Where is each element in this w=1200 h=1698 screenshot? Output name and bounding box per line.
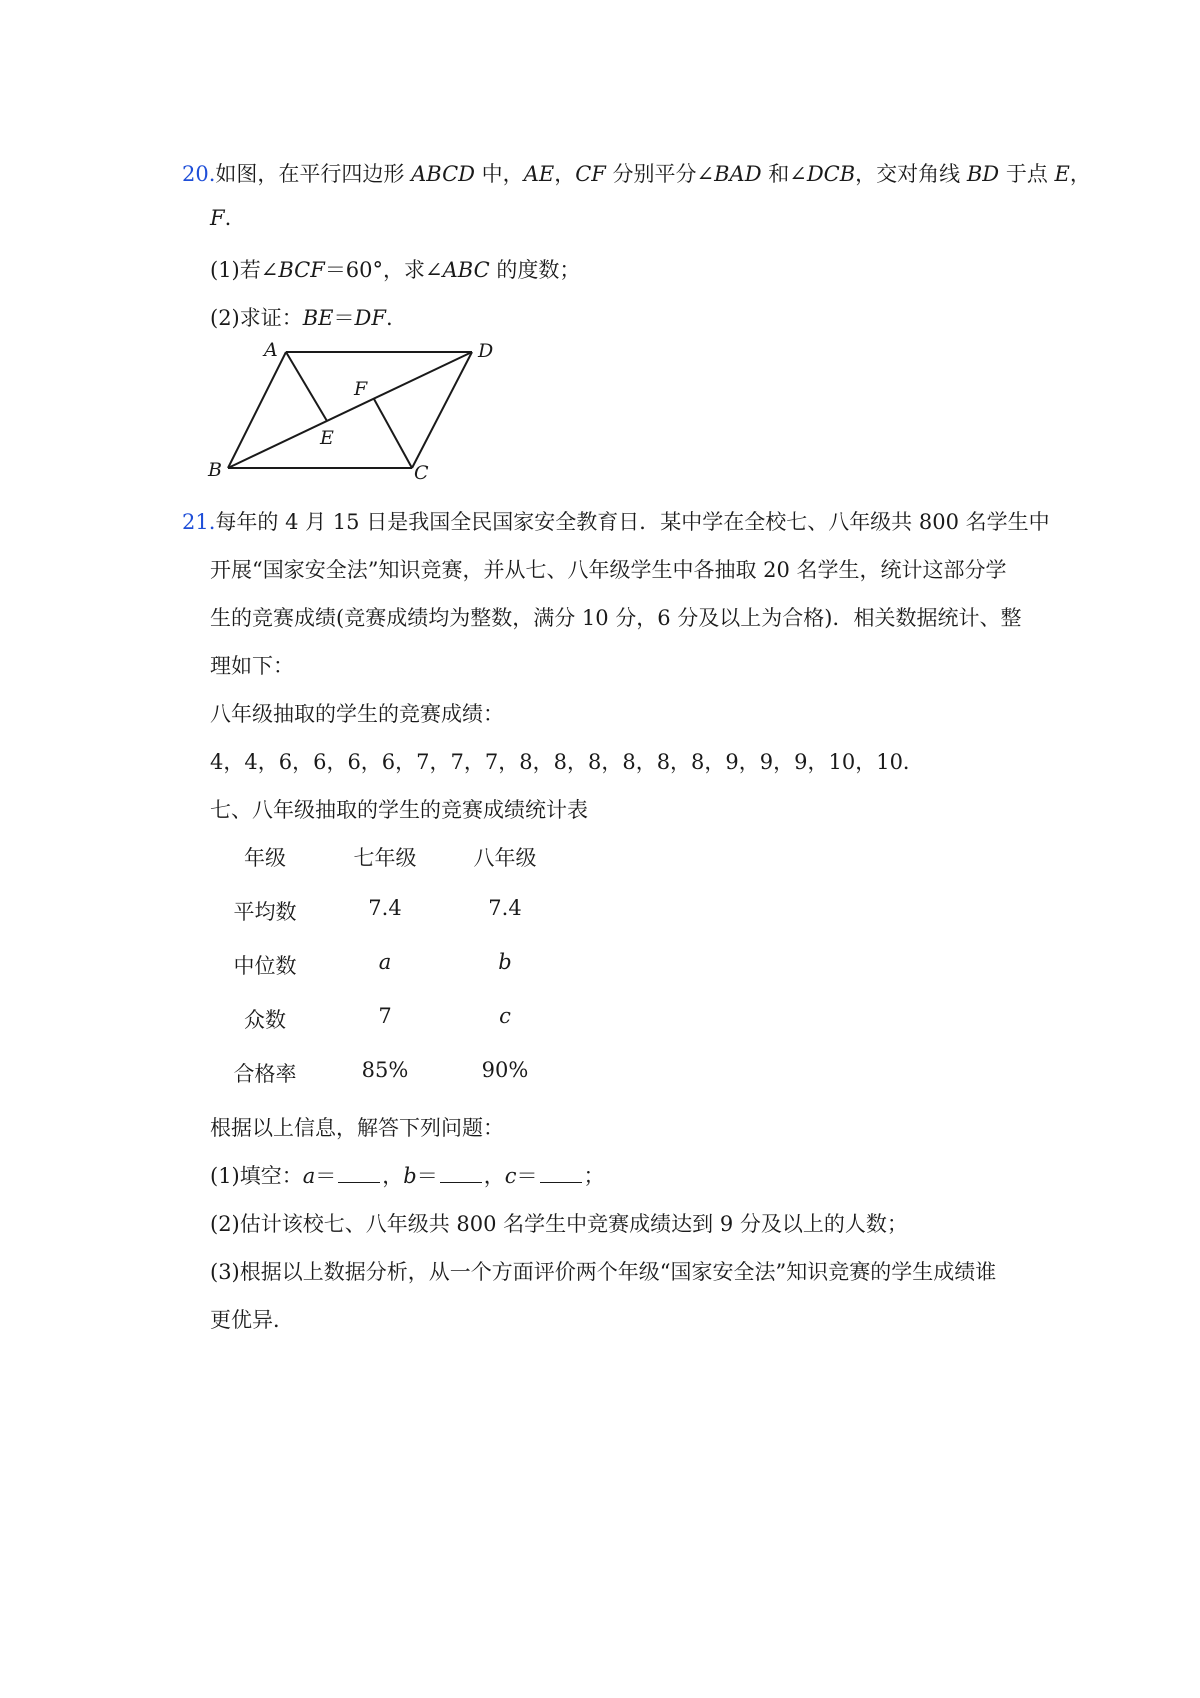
q20-text: ，: [554, 162, 576, 186]
q20-var: DCB: [806, 162, 856, 186]
q20-text: 和∠: [761, 162, 807, 186]
row-label-median: 中位数: [233, 954, 297, 978]
q20-var: ABC: [442, 258, 490, 282]
label-f: F: [354, 378, 368, 400]
segment-cf: [374, 399, 412, 468]
cell-median-g7: a: [378, 950, 392, 974]
q21-part1: [210, 1160, 605, 1190]
answer-blank-a[interactable]: [338, 1164, 380, 1183]
q20-var: BD: [966, 162, 1000, 186]
label-a: A: [264, 340, 278, 361]
cell-mode-g8: c: [499, 1004, 511, 1028]
q21-var: b: [403, 1164, 417, 1188]
q20-var: AE: [523, 162, 555, 186]
q21-line4: 理如下：: [210, 654, 294, 678]
cell-mode-g7: 7: [378, 1004, 392, 1028]
q21-text: ；: [583, 1164, 605, 1188]
q20-text: 于点: [999, 162, 1055, 186]
label-d: D: [478, 340, 494, 362]
q21-part2: (2)估计该校七、八年级共 800 名学生中竞赛成绩达到 9 分及以上的人数；: [210, 1212, 908, 1236]
q21-text: 每年的 4 月 15 日是我国全民国家安全教育日．某中学在全校七、八年级共 800 名学生中: [215, 510, 1050, 534]
table-title: 七、八年级抽取的学生的竞赛成绩统计表: [210, 798, 588, 822]
q20-part1: [210, 254, 580, 284]
cell-pass-g7: 85%: [361, 1058, 409, 1082]
parallelogram-figure: [200, 340, 500, 485]
q21-text: ＝: [516, 1164, 538, 1188]
q21-var: c: [504, 1164, 517, 1188]
label-c: C: [414, 462, 429, 484]
label-b: B: [208, 459, 222, 481]
q20-part2: [210, 302, 393, 332]
grade8-label: 八年级抽取的学生的竞赛成绩：: [210, 702, 504, 726]
label-e: E: [320, 427, 334, 449]
row-label-mode: 众数: [244, 1008, 286, 1032]
q20-var: CF: [575, 162, 606, 186]
q20-var: ABCD: [411, 162, 475, 186]
q20-text: 的度数；: [489, 258, 581, 282]
q21-text: ，: [382, 1164, 404, 1188]
segment-ae: [286, 352, 327, 421]
q20-text: 如图，在平行四边形: [215, 162, 412, 186]
row-label-pass-rate: 合格率: [233, 1062, 297, 1086]
q20-var: BE: [302, 306, 334, 330]
q20-text: ，: [1069, 162, 1091, 186]
q21-line3: 生的竞赛成绩(竞赛成绩均为整数，满分 10 分，6 分及以上为合格)．相关数据统计、整: [210, 606, 1022, 630]
q21-text: ＝: [315, 1164, 337, 1188]
table-header-g8: 八年级: [473, 846, 537, 870]
q21-prompt: 根据以上信息，解答下列问题：: [210, 1116, 504, 1140]
q20-text: ＝: [333, 306, 355, 330]
q21-text: (1)填空：: [210, 1164, 303, 1188]
q20-var: BCF: [278, 258, 325, 282]
q21-line2: 开展“国家安全法”知识竞赛，并从七、八年级学生中各抽取 20 名学生，统计这部分学: [210, 558, 1007, 582]
q20-stem-line1: [182, 158, 1091, 188]
q20-text: .: [224, 206, 232, 230]
q21-text: ，: [483, 1164, 505, 1188]
segment-cd: [412, 352, 472, 468]
q20-text: (2)求证：: [210, 306, 303, 330]
segment-ab: [228, 352, 286, 468]
cell-median-g8: b: [498, 950, 512, 974]
q20-text: (1)若∠: [210, 258, 279, 282]
q20-number: 20.: [182, 162, 216, 186]
cell-mean-g7: 7.4: [368, 896, 402, 920]
q20-text: 分别平分∠: [605, 162, 715, 186]
answer-blank-c[interactable]: [540, 1164, 582, 1183]
q21-number: 21.: [182, 510, 216, 534]
diagonal-bd: [228, 352, 472, 468]
row-label-mean: 平均数: [233, 900, 297, 924]
q20-text: ＝60°，求∠: [324, 258, 443, 282]
answer-blank-b[interactable]: [440, 1164, 482, 1183]
q21-var: a: [302, 1164, 316, 1188]
q21-part3-line1: (3)根据以上数据分析，从一个方面评价两个年级“国家安全法”知识竞赛的学生成绩谁: [210, 1260, 997, 1284]
q21-line1: [182, 506, 1050, 536]
q20-stem-line2: [210, 206, 231, 230]
table-header-g7: 七年级: [353, 846, 417, 870]
q21-text: ＝: [416, 1164, 438, 1188]
q20-text: .: [385, 306, 393, 330]
cell-mean-g8: 7.4: [488, 896, 522, 920]
q20-text: 中，: [475, 162, 524, 186]
grade8-scores: 4，4，6，6，6，6，7，7，7，8，8，8，8，8，8，9，9，9，10，10．: [210, 750, 924, 774]
q20-var: DF: [354, 306, 386, 330]
table-header-grade: 年级: [244, 846, 286, 870]
q20-text: ，交对角线: [855, 162, 967, 186]
q20-var: BAD: [714, 162, 762, 186]
q21-part3-line2: 更优异．: [210, 1308, 294, 1332]
cell-pass-g8: 90%: [481, 1058, 529, 1082]
q20-var: E: [1054, 162, 1070, 186]
q20-var: F: [210, 206, 225, 230]
